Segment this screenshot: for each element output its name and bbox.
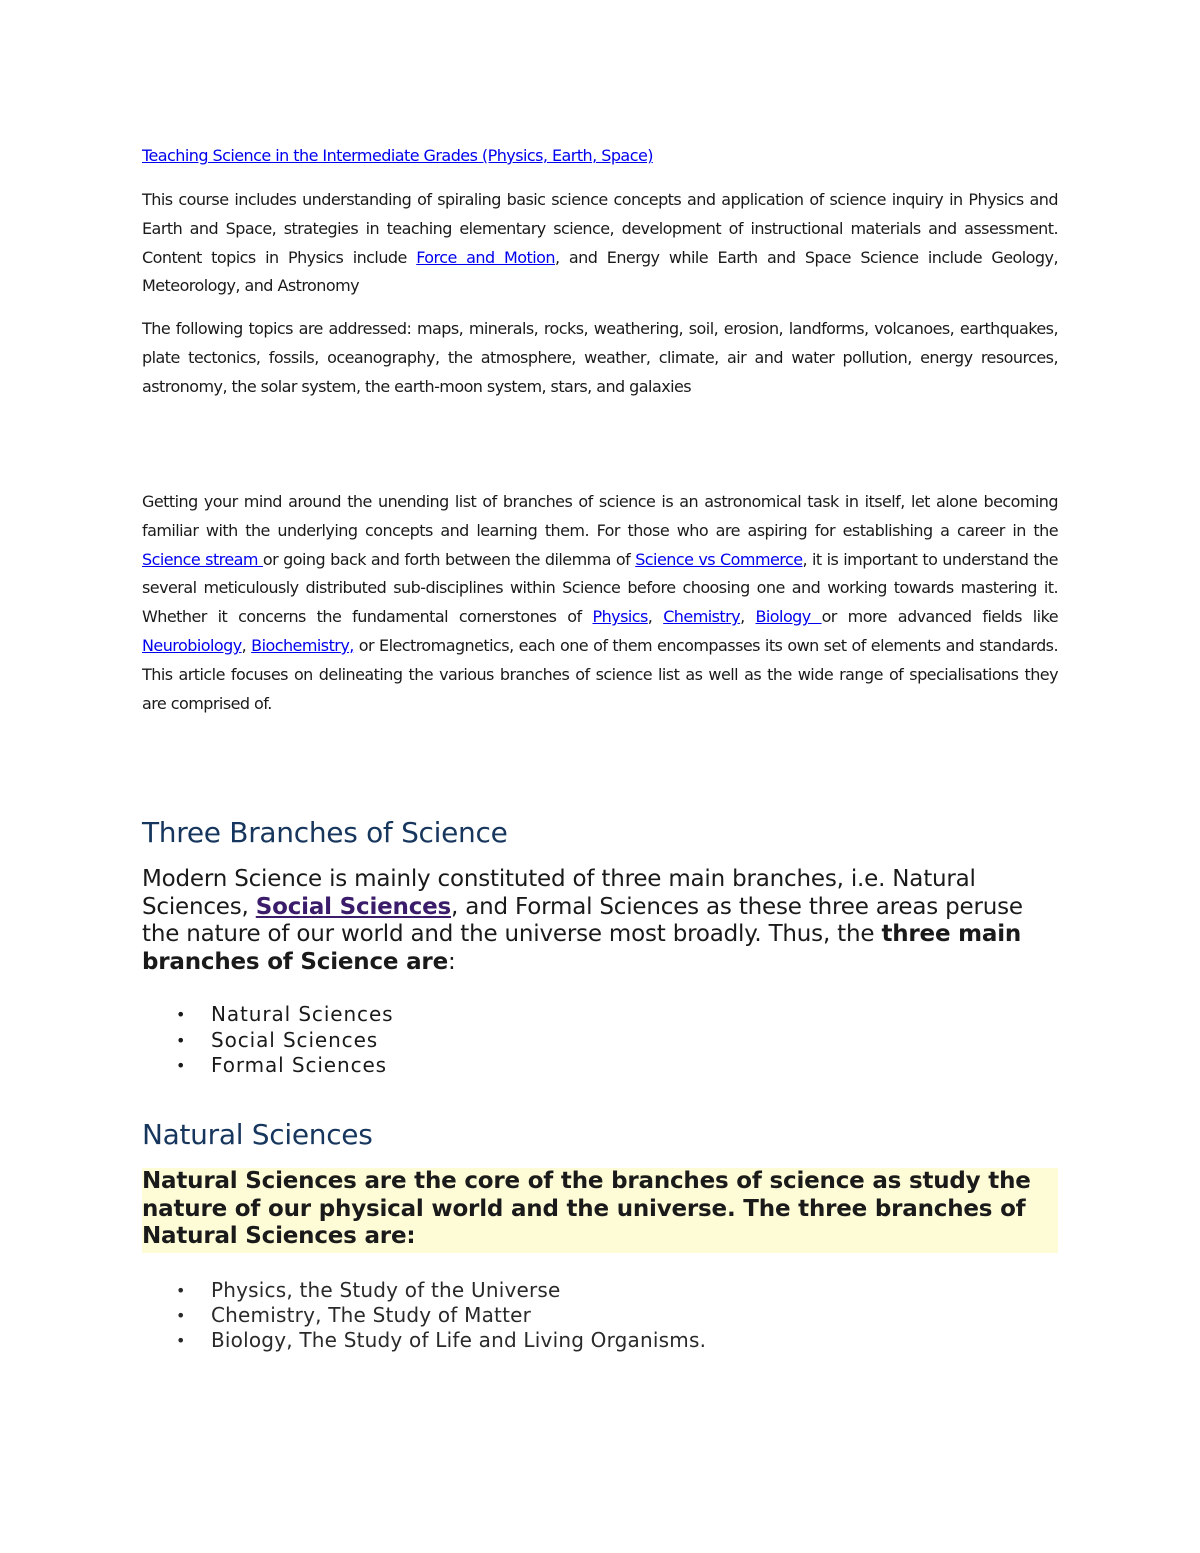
science-vs-commerce-link[interactable]: Science vs Commerce [635,549,803,569]
list-item-label: Natural Sciences [211,1002,394,1026]
bullet-icon: • [176,1056,187,1075]
text: , [647,607,664,627]
list-item [170,1028,393,1054]
social-sciences-link[interactable]: Social Sciences [255,893,452,920]
text: : [447,948,456,975]
list-item [170,1303,706,1328]
science-stream-link[interactable]: Science stream [142,549,263,569]
bullet-icon: • [176,1281,186,1300]
natural-sciences-list [170,1278,706,1353]
chemistry-link[interactable]: Chemistry [663,607,741,627]
force-and-motion-link[interactable]: Force and Motion [416,247,555,267]
text: or Electromagnetics, each one of them encompasses its own set of elements and standards. This article focuses on delineating the various branches of science list as well as the wide range of specialisations they are comprised of. [142,635,1058,713]
list-item-label: Physics, the Study of the Universe [211,1278,561,1302]
list-item [170,1328,706,1353]
course-description-paragraph [142,186,1058,301]
list-item [170,1053,393,1079]
three-branches-list [170,1002,393,1079]
text: , and Energy while Earth and Space Science include Geology, Meteorology, and Astronomy [142,247,1058,296]
list-item [170,1278,706,1303]
bold-text: three main branches of Science are [142,921,1022,975]
bullet-icon: • [176,1331,186,1350]
text: , [740,607,756,627]
text: This course includes understanding of spiraling basic science concepts and application of science inquiry in Physics and Earth and Space, strategies in teaching elementary science, development of instructional materials and assessment. Content topics in Physics include [142,190,1058,267]
neurobiology-link[interactable]: Neurobiology [142,635,242,655]
branches-intro-paragraph [142,488,1058,718]
text: or going back and forth between the dilemma of [262,549,636,569]
bullet-icon: • [176,1005,187,1024]
modern-science-paragraph [142,866,1058,976]
natural-sciences-definition: Natural Sciences are the core of the branches of science as study the nature of our physical world and the universe. The three branches of Natural Sciences are: [142,1168,1058,1253]
biology-link[interactable]: Biology [755,607,822,627]
list-item-label: Chemistry, The Study of Matter [211,1303,532,1327]
text: Modern Science is mainly constituted of three main branches, i.e. Natural Sciences, [142,866,976,920]
list-item-label: Biology, The Study of Life and Living Organisms. [211,1328,707,1352]
text: or more advanced fields like [821,607,1059,627]
topics-paragraph: The following topics are addressed: maps, minerals, rocks, weathering, soil, erosion, landforms, volcanoes, earthquakes, plate tectonics, fossils, oceanography, the atmosphere, weather, climate, air and water pollution, energy resources, astronomy, the solar system, the earth-moon system, stars, and galaxies [142,319,1058,396]
course-title-link[interactable]: Teaching Science in the Intermediate Grades (Physics, Earth, Space) [142,146,653,165]
bullet-icon: • [176,1030,187,1050]
physics-link[interactable]: Physics [592,607,648,627]
three-branches-heading: Three Branches of Science [142,816,508,849]
list-item-label: Social Sciences [211,1027,379,1052]
list-item [170,1002,393,1028]
text: Getting your mind around the unending list of branches of science is an astronomical task in itself, let alone becoming familiar with the underlying concepts and learning them. For those who are aspiring for establishing a career in the [142,492,1058,540]
text: , and Formal Sciences as these three areas peruse the nature of our world and the universe most broadly. Thus, the [142,893,1023,947]
bullet-icon: • [176,1306,186,1325]
biochemistry-link[interactable]: Biochemistry, [251,635,354,655]
natural-sciences-heading: Natural Sciences [142,1118,373,1151]
text: , [241,635,252,655]
list-item-label: Formal Sciences [211,1053,387,1077]
text: , it is important to understand the several meticulously distributed sub-disciplines within Science before choosing one and working towards mastering it. Whether it concerns the fundamental cornerstones of [142,549,1058,627]
